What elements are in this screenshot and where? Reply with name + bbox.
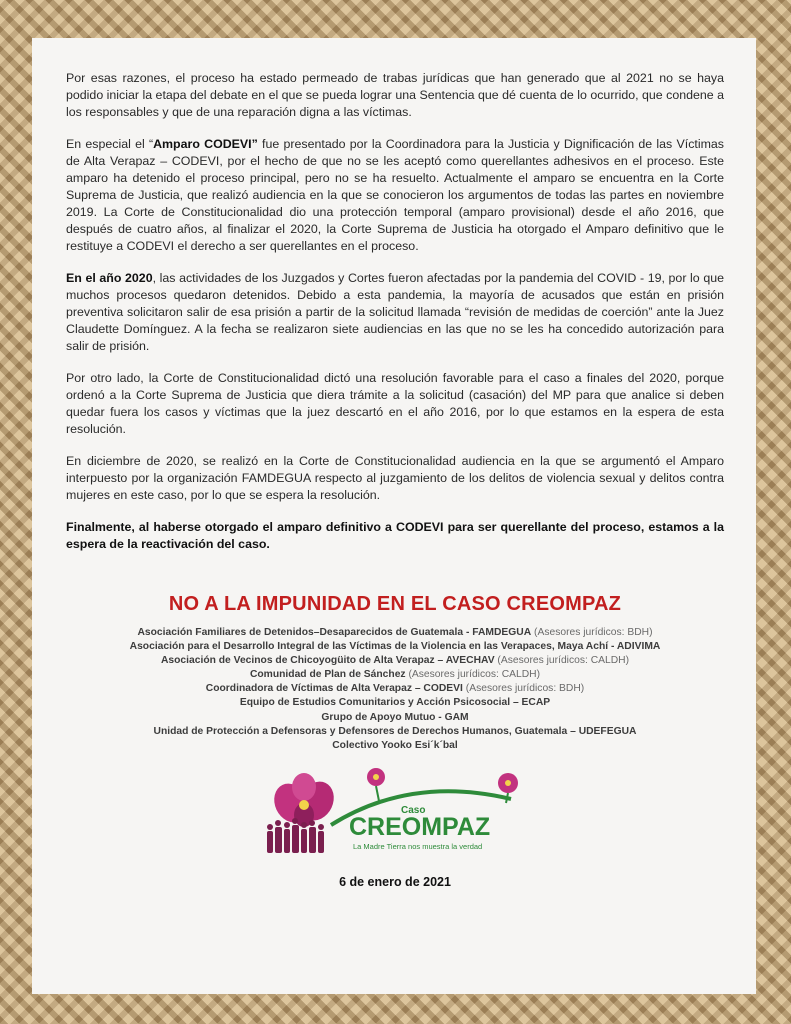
paragraph-4 [66, 370, 724, 438]
organization-name: Asociación de Vecinos de Chicoyogüito de Alta Verapaz – AVECHAV [160, 655, 495, 667]
logo-tagline: La Madre Tierra nos muestra la verdad [353, 841, 483, 851]
organization-item [66, 654, 724, 668]
organization-name: Asociación para el Desarrollo Integral de las Víctimas de la Violencia en las Verapaces, Maya Achí - ADIVIMA [129, 641, 661, 653]
organization-name: Coordinadora de Víctimas de Alta Verapaz – CODEVI [205, 683, 463, 695]
organization-name: Equipo de Estudios Comunitarios y Acción Psicosocial – ECAP [239, 697, 551, 709]
paragraph-text: Amparo CODEVI” [153, 137, 258, 151]
paragraph-text: Por otro lado, la Corte de Constitucionalidad dictó una resolución favorable para el caso a finales del 2020, porque ordenó a la Corte Suprema de Justicia que diera trámite a la solicitud (casación) del MP para que analice si deben quedar fuera los casos y víctimas que la juez descartó en el año 2016, por lo que estamos en la espera de esta resolución. [66, 371, 724, 436]
document-date: 6 de enero de 2021 [339, 874, 451, 889]
organizations-list [66, 626, 724, 753]
paragraph-text: fue presentado por la Coordinadora para la Justicia y Dignificación de las Víctimas de Alta Verapaz – CODEVI, por el hecho de que no se les aceptó como querellantes adhesivos en el proceso. Este amparo ha detenido el proceso principal, pero no se ha resuelto. Actualmente el amparo se encuentra en la Corte Suprema de Justicia, que realizó audiencia en la que se conocieron los argumentos de todas las partes en noviembre 2019. La Corte de Constitucionalidad dio una protección temporal (amparo provisional) desde el año 2016, que después de cuatro años, al finalizar el 2020, la Corte Suprema de Justicia ha otorgado el Amparo definitivo que le restituye a CODEVI el derecho a ser querellantes en el proceso. [66, 137, 724, 253]
orchid-flower-icon [268, 773, 340, 828]
people-figures-icon [267, 818, 324, 853]
logo-caso-label: Caso [401, 804, 426, 816]
paragraph-2 [66, 136, 724, 255]
organization-item [66, 668, 724, 682]
paragraph-6 [66, 519, 724, 553]
organization-name: Asociación Familiares de Detenidos–Desaparecidos de Guatemala - FAMDEGUA [137, 627, 532, 638]
organization-item [66, 640, 724, 654]
organization-item [66, 711, 724, 725]
creompaz-logo-graphic [261, 765, 529, 861]
paragraph-text: En diciembre de 2020, se realizó en la Corte de Constitucionalidad audiencia en la que se argumentó el Amparo interpuesto por la organización FAMDEGUA respecto al juzgamiento de los delitos de violencia sexual y delitos contra mujeres en este caso, por lo que se espera la resolución. [66, 454, 724, 502]
organization-name: Colectivo Yooko Esi´k´bal [332, 739, 458, 751]
organization-name: Unidad de Protección a Defensoras y Defensores de Derechos Humanos, Guatemala – UDEFEGUA [153, 725, 637, 737]
paragraph-text: Por esas razones, el proceso ha estado permeado de trabas jurídicas que han generado que al 2021 no se haya podido iniciar la etapa del debate en el que se pueda lograr una Sentencia que dé cuenta de lo ocurrido, que condene a los responsables y que de una reparación digna a las víctimas. [66, 71, 724, 119]
organization-item [66, 739, 724, 753]
organization-legal-advisor: (Asesores jurídicos: CALDH) [494, 655, 630, 667]
paragraph-5 [66, 453, 724, 504]
body-text [66, 70, 724, 553]
organization-name: Grupo de Apoyo Mutuo - GAM [321, 711, 469, 723]
organization-legal-advisor: (Asesores jurídicos: CALDH) [405, 669, 541, 681]
campaign-headline: NO A LA IMPUNIDAD EN EL CASO CREOMPAZ [168, 593, 622, 615]
paragraph-text: Finalmente, al haberse otorgado el amparo definitivo a CODEVI para ser querellante del proceso, estamos a la espera de la reactivación del caso. [66, 520, 724, 551]
paragraph-3 [66, 270, 724, 355]
organization-item [66, 626, 724, 640]
organization-name: Comunidad de Plan de Sánchez [249, 669, 406, 681]
small-flower-icon [367, 768, 385, 801]
paragraph-text: En el año 2020 [66, 271, 153, 285]
document-page [32, 38, 756, 994]
organization-item [66, 682, 724, 696]
organization-legal-advisor: (Asesores jurídicos: BDH) [531, 627, 653, 638]
organization-item [66, 696, 724, 710]
organization-item [66, 725, 724, 739]
creompaz-logo [261, 765, 529, 861]
organization-legal-advisor: (Asesores jurídicos: BDH) [462, 683, 585, 695]
paragraph-text: En especial el “ [66, 137, 154, 151]
logo-name: CREOMPAZ [349, 812, 491, 841]
paragraph-text: , las actividades de los Juzgados y Cortes fueron afectadas por la pandemia del COVID - 19, por lo que muchos procesos quedaron detenidos. Debido a esta pandemia, la mayoría de acusados que están en prisión preventiva solicitaron salir de esa prisión a partir de la solicitud llamada “revisión de medidas de coerción” ante la Juez Claudette Domínguez. A la fecha se realizaron siete audiencias en las que no se les ha concedido autorización para salir de prisión. [66, 271, 724, 353]
paragraph-1 [66, 70, 724, 121]
